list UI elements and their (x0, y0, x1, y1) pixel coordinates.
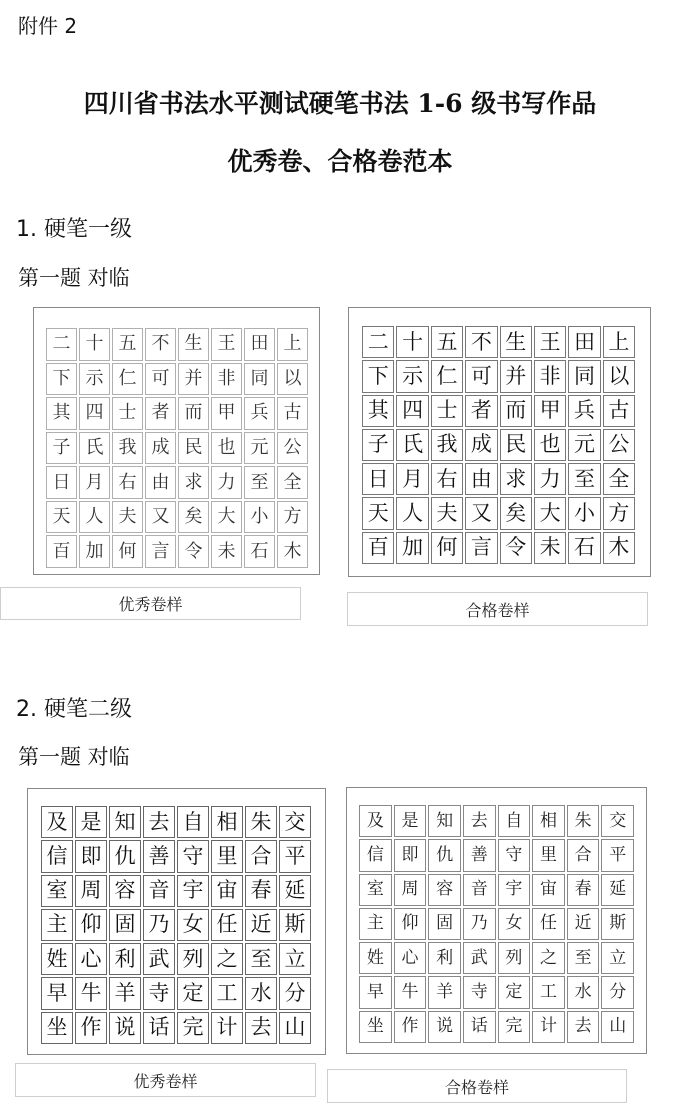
character-cell: 利 (428, 942, 461, 974)
character-cell: 坐 (359, 1011, 392, 1043)
character-cell: 近 (245, 909, 277, 941)
character-cell: 五 (112, 328, 143, 361)
character-cell: 羊 (109, 977, 141, 1009)
character-cell: 四 (396, 395, 428, 427)
caption-pass-level1: 合格卷样 (347, 592, 648, 626)
character-cell: 守 (498, 839, 531, 871)
character-cell: 我 (431, 429, 463, 461)
character-cell: 善 (143, 840, 175, 872)
character-cell: 田 (568, 326, 600, 358)
character-cell: 相 (211, 806, 243, 838)
character-cell: 十 (396, 326, 428, 358)
character-cell: 完 (177, 1012, 209, 1044)
character-cell: 至 (244, 466, 275, 499)
section-heading-level1: 1. 硬笔一级 (16, 217, 132, 242)
section-heading-level2: 2. 硬笔二级 (16, 697, 132, 722)
character-cell: 日 (46, 466, 77, 499)
character-cell: 任 (211, 909, 243, 941)
character-cell: 示 (396, 360, 428, 392)
character-cell: 知 (428, 805, 461, 837)
character-cell: 矣 (500, 497, 532, 529)
character-grid (41, 806, 311, 1044)
character-cell: 里 (211, 840, 243, 872)
character-cell: 求 (500, 463, 532, 495)
character-cell: 令 (178, 535, 209, 568)
character-cell: 生 (500, 326, 532, 358)
character-cell: 平 (279, 840, 311, 872)
character-cell: 是 (394, 805, 427, 837)
character-cell: 何 (431, 532, 463, 564)
character-cell: 平 (601, 839, 634, 871)
character-cell: 不 (145, 328, 176, 361)
character-cell: 合 (245, 840, 277, 872)
character-cell: 上 (603, 326, 635, 358)
character-cell: 守 (177, 840, 209, 872)
character-cell: 士 (112, 397, 143, 430)
caption-excellent-level2: 优秀卷样 (15, 1063, 316, 1097)
character-cell: 姓 (359, 942, 392, 974)
character-cell: 宙 (532, 874, 565, 906)
character-cell: 公 (277, 432, 308, 465)
character-cell: 容 (428, 874, 461, 906)
character-cell: 信 (41, 840, 73, 872)
character-cell: 石 (568, 532, 600, 564)
character-cell: 大 (211, 501, 242, 534)
character-cell: 寺 (463, 976, 496, 1008)
character-cell: 氏 (79, 432, 110, 465)
character-cell: 宙 (211, 875, 243, 907)
character-cell: 者 (145, 397, 176, 430)
character-cell: 由 (465, 463, 497, 495)
character-cell: 去 (245, 1012, 277, 1044)
character-cell: 工 (532, 976, 565, 1008)
caption-excellent-level1: 优秀卷样 (0, 587, 301, 620)
character-cell: 春 (567, 874, 600, 906)
character-cell: 朱 (567, 805, 600, 837)
character-cell: 完 (498, 1011, 531, 1043)
character-cell: 立 (279, 943, 311, 975)
character-cell: 也 (534, 429, 566, 461)
character-cell: 月 (396, 463, 428, 495)
character-cell: 求 (178, 466, 209, 499)
character-cell: 信 (359, 839, 392, 871)
character-cell: 非 (211, 363, 242, 396)
character-cell: 利 (109, 943, 141, 975)
character-cell: 日 (362, 463, 394, 495)
character-cell: 知 (109, 806, 141, 838)
character-cell: 周 (394, 874, 427, 906)
character-cell: 以 (277, 363, 308, 396)
character-cell: 女 (498, 908, 531, 940)
character-cell: 早 (41, 977, 73, 1009)
character-cell: 心 (394, 942, 427, 974)
character-cell: 及 (41, 806, 73, 838)
document-subtitle: 优秀卷、合格卷范本 (227, 147, 453, 176)
character-cell: 仁 (112, 363, 143, 396)
character-cell: 人 (396, 497, 428, 529)
character-cell: 列 (498, 942, 531, 974)
character-cell: 我 (112, 432, 143, 465)
character-cell: 合 (567, 839, 600, 871)
character-cell: 可 (145, 363, 176, 396)
character-cell: 仇 (109, 840, 141, 872)
character-cell: 乃 (463, 908, 496, 940)
character-cell: 里 (532, 839, 565, 871)
character-cell: 姓 (41, 943, 73, 975)
character-cell: 仇 (428, 839, 461, 871)
character-cell: 之 (211, 943, 243, 975)
character-cell: 心 (75, 943, 107, 975)
character-cell: 宇 (498, 874, 531, 906)
character-cell: 矣 (178, 501, 209, 534)
character-cell: 固 (109, 909, 141, 941)
character-cell: 即 (75, 840, 107, 872)
character-cell: 计 (211, 1012, 243, 1044)
character-cell: 二 (362, 326, 394, 358)
character-cell: 说 (109, 1012, 141, 1044)
character-cell: 士 (431, 395, 463, 427)
character-cell: 立 (601, 942, 634, 974)
character-cell: 子 (46, 432, 77, 465)
character-cell: 善 (463, 839, 496, 871)
character-cell: 小 (568, 497, 600, 529)
character-cell: 天 (46, 501, 77, 534)
character-cell: 仁 (431, 360, 463, 392)
character-cell: 四 (79, 397, 110, 430)
character-cell: 其 (46, 397, 77, 430)
character-cell: 工 (211, 977, 243, 1009)
character-cell: 至 (567, 942, 600, 974)
character-cell: 可 (465, 360, 497, 392)
character-cell: 仰 (75, 909, 107, 941)
character-cell: 去 (567, 1011, 600, 1043)
character-cell: 甲 (211, 397, 242, 430)
sample-sheet-pass-level1 (348, 307, 651, 577)
character-cell: 定 (177, 977, 209, 1009)
character-cell: 至 (245, 943, 277, 975)
character-cell: 话 (463, 1011, 496, 1043)
character-cell: 并 (500, 360, 532, 392)
character-cell: 元 (568, 429, 600, 461)
character-cell: 容 (109, 875, 141, 907)
character-cell: 右 (431, 463, 463, 495)
character-cell: 女 (177, 909, 209, 941)
character-cell: 月 (79, 466, 110, 499)
character-cell: 王 (534, 326, 566, 358)
character-cell: 列 (177, 943, 209, 975)
sample-sheet-excellent-level1 (33, 307, 320, 575)
character-cell: 室 (41, 875, 73, 907)
character-cell: 自 (498, 805, 531, 837)
character-cell: 交 (279, 806, 311, 838)
character-cell: 十 (79, 328, 110, 361)
caption-pass-level2: 合格卷样 (327, 1069, 627, 1103)
character-cell: 山 (601, 1011, 634, 1043)
character-grid (359, 805, 634, 1043)
character-cell: 坐 (41, 1012, 73, 1044)
character-cell: 百 (46, 535, 77, 568)
character-cell: 方 (603, 497, 635, 529)
character-cell: 分 (601, 976, 634, 1008)
character-cell: 成 (145, 432, 176, 465)
character-cell: 宇 (177, 875, 209, 907)
character-cell: 武 (463, 942, 496, 974)
character-cell: 去 (143, 806, 175, 838)
character-cell: 示 (79, 363, 110, 396)
attachment-label: 附件 2 (18, 14, 78, 38)
character-cell: 同 (568, 360, 600, 392)
character-cell: 木 (603, 532, 635, 564)
character-cell: 并 (178, 363, 209, 396)
character-cell: 音 (463, 874, 496, 906)
character-cell: 上 (277, 328, 308, 361)
character-cell: 生 (178, 328, 209, 361)
character-cell: 王 (211, 328, 242, 361)
character-cell: 室 (359, 874, 392, 906)
character-grid (362, 326, 635, 564)
character-cell: 至 (568, 463, 600, 495)
character-cell: 近 (567, 908, 600, 940)
character-cell: 主 (41, 909, 73, 941)
character-cell: 又 (145, 501, 176, 534)
character-cell: 全 (277, 466, 308, 499)
character-cell: 即 (394, 839, 427, 871)
character-cell: 力 (211, 466, 242, 499)
character-cell: 言 (145, 535, 176, 568)
character-cell: 而 (500, 395, 532, 427)
character-cell: 由 (145, 466, 176, 499)
character-cell: 未 (534, 532, 566, 564)
character-cell: 二 (46, 328, 77, 361)
character-cell: 加 (396, 532, 428, 564)
character-cell: 同 (244, 363, 275, 396)
character-cell: 成 (465, 429, 497, 461)
character-cell: 兵 (568, 395, 600, 427)
character-cell: 百 (362, 532, 394, 564)
character-cell: 古 (603, 395, 635, 427)
character-cell: 固 (428, 908, 461, 940)
character-cell: 方 (277, 501, 308, 534)
character-cell: 山 (279, 1012, 311, 1044)
character-cell: 石 (244, 535, 275, 568)
sample-sheet-pass-level2 (346, 787, 647, 1054)
character-cell: 作 (75, 1012, 107, 1044)
character-cell: 而 (178, 397, 209, 430)
character-cell: 延 (279, 875, 311, 907)
character-cell: 民 (178, 432, 209, 465)
character-cell: 羊 (428, 976, 461, 1008)
character-cell: 何 (112, 535, 143, 568)
character-cell: 夫 (431, 497, 463, 529)
character-cell: 定 (498, 976, 531, 1008)
character-cell: 计 (532, 1011, 565, 1043)
character-cell: 加 (79, 535, 110, 568)
character-cell: 自 (177, 806, 209, 838)
character-cell: 夫 (112, 501, 143, 534)
character-cell: 周 (75, 875, 107, 907)
character-cell: 延 (601, 874, 634, 906)
character-cell: 作 (394, 1011, 427, 1043)
character-cell: 大 (534, 497, 566, 529)
character-cell: 力 (534, 463, 566, 495)
character-cell: 早 (359, 976, 392, 1008)
character-cell: 甲 (534, 395, 566, 427)
character-cell: 下 (46, 363, 77, 396)
character-cell: 话 (143, 1012, 175, 1044)
character-cell: 非 (534, 360, 566, 392)
character-cell: 水 (245, 977, 277, 1009)
character-cell: 以 (603, 360, 635, 392)
character-cell: 牛 (75, 977, 107, 1009)
character-cell: 牛 (394, 976, 427, 1008)
document-title: 四川省书法水平测试硬笔书法 1-6 级书写作品 (83, 89, 597, 118)
character-cell: 不 (465, 326, 497, 358)
character-cell: 公 (603, 429, 635, 461)
sample-sheet-excellent-level2 (27, 788, 326, 1055)
character-grid (46, 328, 308, 568)
character-cell: 言 (465, 532, 497, 564)
character-cell: 者 (465, 395, 497, 427)
character-cell: 田 (244, 328, 275, 361)
character-cell: 仰 (394, 908, 427, 940)
character-cell: 也 (211, 432, 242, 465)
character-cell: 及 (359, 805, 392, 837)
character-cell: 又 (465, 497, 497, 529)
character-cell: 说 (428, 1011, 461, 1043)
character-cell: 主 (359, 908, 392, 940)
character-cell: 其 (362, 395, 394, 427)
character-cell: 下 (362, 360, 394, 392)
character-cell: 水 (567, 976, 600, 1008)
character-cell: 朱 (245, 806, 277, 838)
character-cell: 武 (143, 943, 175, 975)
character-cell: 寺 (143, 977, 175, 1009)
character-cell: 人 (79, 501, 110, 534)
character-cell: 音 (143, 875, 175, 907)
character-cell: 古 (277, 397, 308, 430)
character-cell: 氏 (396, 429, 428, 461)
question-label-level1: 第一题 对临 (18, 266, 130, 290)
character-cell: 春 (245, 875, 277, 907)
character-cell: 任 (532, 908, 565, 940)
character-cell: 去 (463, 805, 496, 837)
character-cell: 木 (277, 535, 308, 568)
character-cell: 全 (603, 463, 635, 495)
character-cell: 是 (75, 806, 107, 838)
character-cell: 分 (279, 977, 311, 1009)
character-cell: 斯 (279, 909, 311, 941)
character-cell: 之 (532, 942, 565, 974)
character-cell: 子 (362, 429, 394, 461)
character-cell: 交 (601, 805, 634, 837)
character-cell: 令 (500, 532, 532, 564)
character-cell: 元 (244, 432, 275, 465)
character-cell: 天 (362, 497, 394, 529)
character-cell: 小 (244, 501, 275, 534)
character-cell: 右 (112, 466, 143, 499)
character-cell: 斯 (601, 908, 634, 940)
character-cell: 五 (431, 326, 463, 358)
character-cell: 未 (211, 535, 242, 568)
question-label-level2: 第一题 对临 (18, 745, 130, 769)
character-cell: 相 (532, 805, 565, 837)
character-cell: 乃 (143, 909, 175, 941)
character-cell: 兵 (244, 397, 275, 430)
character-cell: 民 (500, 429, 532, 461)
